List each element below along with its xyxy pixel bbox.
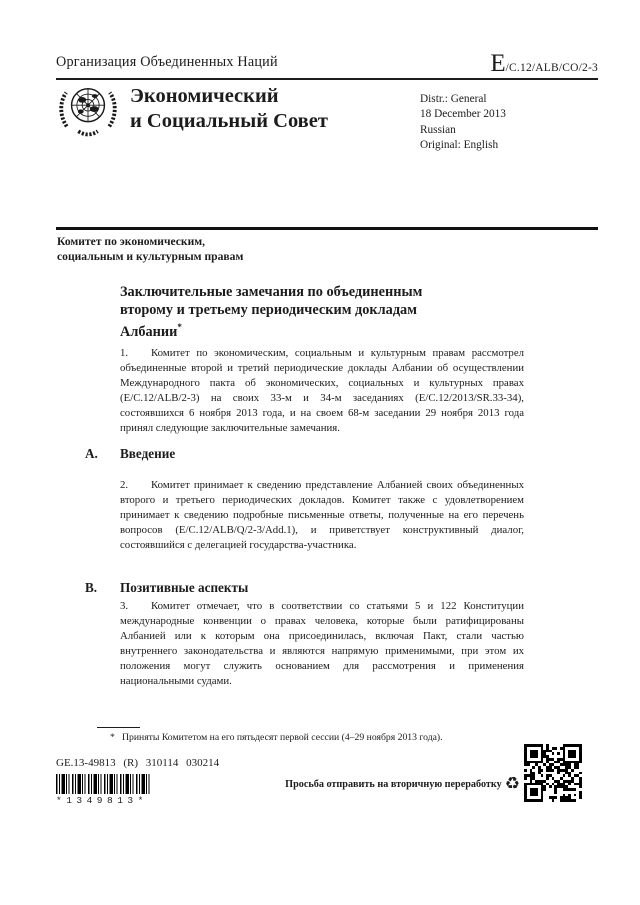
paragraph-3-number: 3. (120, 600, 129, 612)
distr-language: Russian (420, 123, 456, 136)
council-title-line2: и Социальный Совет (130, 110, 328, 132)
committee-name-line2: социальным и культурным правам (57, 249, 244, 263)
distr-original: Original: English (420, 139, 499, 152)
paragraph-3-text: Комитет отмечает, что в соответствии со статьями 5 и 122 Конституции международные конвенции о правах человека, которые были ратифицированы Албанией или к которым она присоединилась, включая Пакт, стали частью внутреннего законодательства и являются напрямую применимыми, при этом их положения могут служить основанием для рассмотрения и применения национальными судами. (120, 600, 524, 688)
distr-line: Distr.: General (420, 93, 487, 105)
council-title (130, 84, 328, 134)
qr-module (579, 799, 582, 802)
page-title-text: Заключительные замечания по объединенным второму и третьему периодическим докладам Албании (120, 284, 423, 340)
paragraph-2 (120, 478, 524, 553)
footnote-rule (97, 727, 140, 728)
un-emblem-icon (57, 82, 119, 145)
council-title-line1: Экономический (130, 85, 279, 107)
section-a-letter: A. (85, 446, 98, 461)
qr-code (524, 744, 582, 802)
page-title (120, 284, 472, 342)
footnote-marker: * (110, 732, 115, 743)
section-heading-a (85, 446, 175, 462)
distribution-block (420, 92, 506, 154)
section-b-title: Позитивные аспекты (120, 580, 249, 595)
paragraph-1-text: Комитет по экономическим, социальным и культурным правам рассмотрел объединенные второй и третий периодические доклады Албании об осуществлении Международного пакта об экономических, социальных и культурных правах (E/C.12/ALB/2-3) на своих 33-м и 34-м заседаниях (E/C.12/2013/SR.33-34), состоявшихся 6 ноября 2013 года, и на своем 68-м заседании 29 ноября 2013 года принял следующие заключительные замечания. (120, 347, 524, 435)
paragraph-2-number: 2. (120, 479, 129, 491)
committee-name-line1: Комитет по экономическим, (57, 235, 206, 248)
ge-document-number: GE.13-49813 (R) 310114 030214 (56, 757, 220, 769)
section-a-title: Введение (120, 446, 176, 461)
section-heading-b (85, 580, 248, 596)
document-symbol-rest: /C.12/ALB/CO/2-3 (505, 62, 598, 74)
paragraph-2-text: Комитет принимает к сведению представление Албанией своих объединенных второго и третьего периодических докладов. Комитет также с удовлетворением принимает к сведению подробные письменные ответы, полученные на его перечень вопросов (E/C.12/ALB/Q/2-3/Add.1), и приветствует конструктивный диалог, состоявшийся с делегацией государства-участника. (120, 479, 524, 552)
paragraph-1 (120, 346, 524, 437)
section-divider-rule (56, 227, 598, 230)
section-b-letter: B. (85, 580, 98, 595)
recycle-notice (280, 776, 520, 793)
committee-name (57, 235, 243, 264)
footnote-text: Приняты Комитетом на его пятьдесят первой сессии (4–29 ноября 2013 года). (122, 732, 443, 743)
barcode (56, 774, 152, 794)
recycle-text: Просьба отправить на вторичную переработку (285, 779, 502, 790)
recycle-icon: ♻ (504, 774, 520, 794)
title-footnote-marker: * (177, 322, 182, 333)
paragraph-3 (120, 599, 524, 690)
header-rule (56, 78, 598, 80)
document-symbol-letter: E (490, 50, 506, 77)
footnote (110, 732, 510, 743)
distr-date: 18 December 2013 (420, 108, 506, 121)
un-org-name: Организация Объединенных Наций (56, 54, 278, 70)
document-symbol (490, 50, 598, 78)
barcode-label: *1349813* (56, 795, 148, 806)
paragraph-1-number: 1. (120, 347, 129, 359)
